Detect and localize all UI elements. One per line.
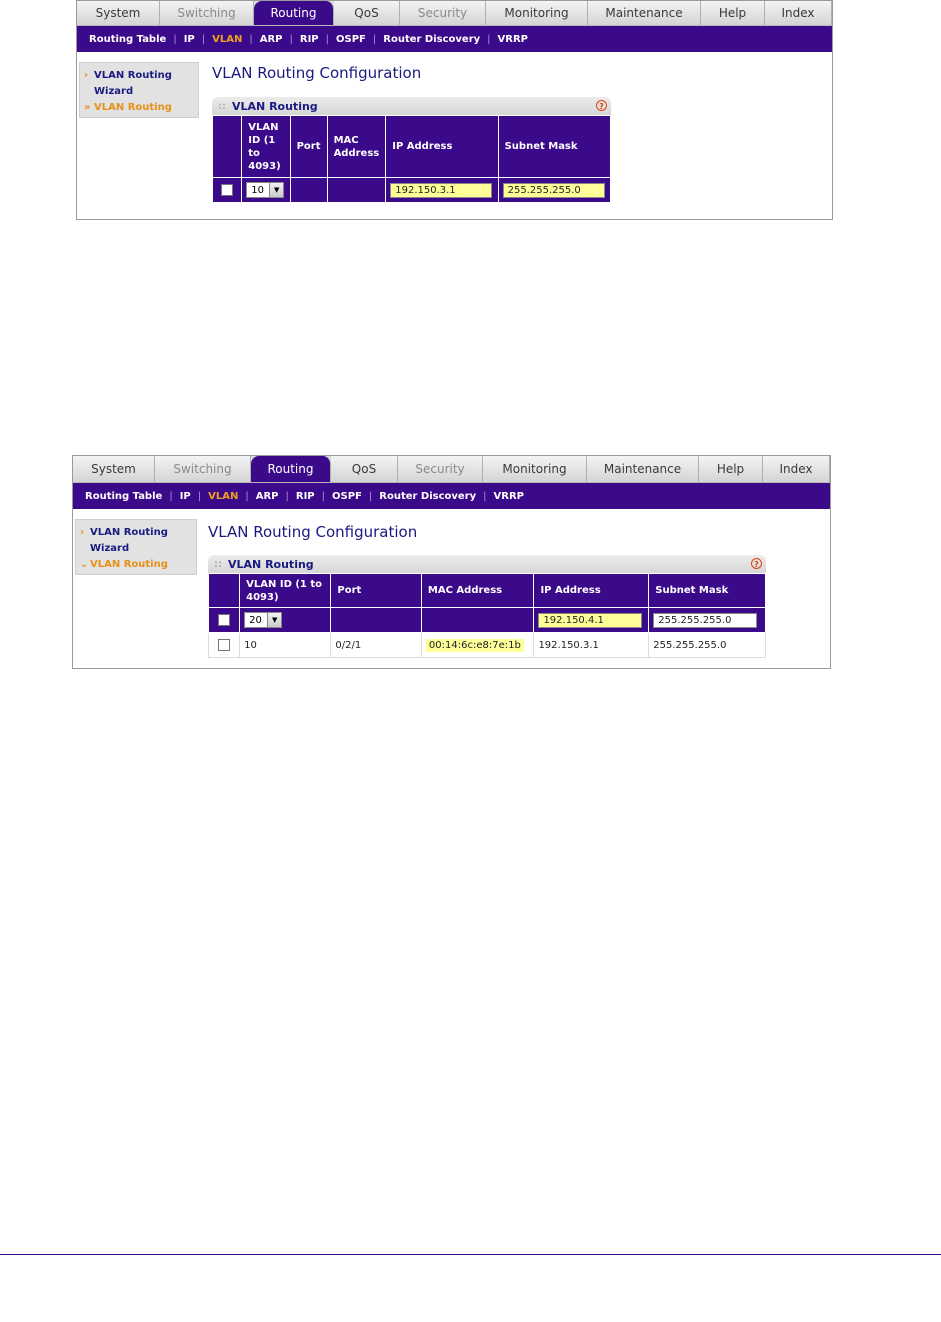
vlan-id-value: 20 bbox=[249, 614, 262, 626]
input-row bbox=[209, 608, 766, 633]
table-header-row bbox=[209, 574, 766, 608]
row-checkbox[interactable] bbox=[218, 639, 230, 651]
vlan-id-column-header: VLAN ID (1 to 4093) bbox=[240, 574, 331, 608]
tab-security[interactable]: Security bbox=[400, 1, 486, 25]
vlan-id-value: 10 bbox=[251, 184, 264, 196]
mac-cell bbox=[421, 608, 534, 633]
mac-cell bbox=[421, 633, 534, 658]
panel-title: VLAN Routing bbox=[228, 557, 314, 571]
vlan-id-select[interactable] bbox=[246, 182, 284, 198]
port-column-header: Port bbox=[290, 116, 327, 178]
main-tab-bar bbox=[73, 456, 830, 483]
mac-address-value: 00:14:6c:e8:7e:1b bbox=[426, 639, 524, 652]
sidebar bbox=[79, 62, 199, 118]
subnav-vrrp[interactable]: VRRP bbox=[497, 33, 529, 45]
screenshot-2 bbox=[72, 455, 831, 669]
tab-qos[interactable]: QoS bbox=[334, 1, 400, 25]
tab-security[interactable]: Security bbox=[398, 456, 483, 482]
vlan-routing-panel bbox=[212, 97, 611, 203]
panel-header bbox=[212, 97, 611, 115]
vlan-id-cell: 10 bbox=[240, 633, 331, 658]
sidebar-item-label: VLAN Routing Wizard bbox=[90, 527, 168, 554]
help-icon[interactable]: ? bbox=[596, 100, 607, 111]
drag-handle-icon: :: bbox=[218, 100, 226, 112]
ip-column-header: IP Address bbox=[534, 574, 649, 608]
table-header-row bbox=[213, 116, 611, 178]
subnav-arp[interactable]: ARP bbox=[255, 490, 279, 502]
subnav-rip[interactable]: RIP bbox=[299, 33, 319, 45]
port-cell bbox=[290, 178, 327, 203]
sidebar-item-label: VLAN Routing bbox=[94, 102, 172, 113]
tab-monitoring[interactable]: Monitoring bbox=[486, 1, 588, 25]
subnav-ip[interactable]: IP bbox=[183, 33, 195, 45]
ip-address-field[interactable]: 192.150.4.1 bbox=[538, 613, 642, 628]
footer-divider bbox=[0, 1254, 941, 1255]
sub-nav-bar: Routing Table | IP | VLAN | ARP | RIP | OSPF | Router Discovery | VRRP bbox=[73, 483, 830, 509]
tab-maintenance[interactable]: Maintenance bbox=[587, 456, 699, 482]
subnav-vlan[interactable]: VLAN bbox=[208, 490, 239, 502]
chevron-down-icon: ⌄ bbox=[80, 559, 89, 570]
sidebar-item-vlan-routing[interactable] bbox=[80, 557, 196, 573]
tab-index[interactable]: Index bbox=[765, 1, 832, 25]
table-row bbox=[209, 633, 766, 658]
mask-cell: 255.255.255.0 bbox=[649, 633, 766, 658]
help-icon[interactable]: ? bbox=[751, 558, 762, 569]
mac-cell bbox=[327, 178, 386, 203]
subnav-arp[interactable]: ARP bbox=[259, 33, 283, 45]
port-cell bbox=[331, 608, 422, 633]
panel-title: VLAN Routing bbox=[232, 99, 318, 113]
sidebar-item-vlan-routing-wizard[interactable] bbox=[84, 68, 198, 100]
tab-system[interactable]: System bbox=[77, 1, 160, 25]
sub-nav-bar: Routing Table | IP | VLAN | ARP | RIP | OSPF | Router Discovery | VRRP bbox=[77, 26, 832, 52]
subnav-ospf[interactable]: OSPF bbox=[332, 490, 362, 502]
sidebar-item-label: VLAN Routing bbox=[90, 559, 168, 570]
tab-switching[interactable]: Switching bbox=[160, 1, 254, 25]
subnav-router-discovery[interactable]: Router Discovery bbox=[379, 490, 477, 502]
arrow-icon: › bbox=[84, 70, 89, 81]
tab-maintenance[interactable]: Maintenance bbox=[588, 1, 701, 25]
port-column-header: Port bbox=[331, 574, 422, 608]
vlan-routing-table bbox=[212, 115, 611, 203]
subnav-routing-table[interactable]: Routing Table bbox=[89, 33, 167, 45]
tab-help[interactable]: Help bbox=[701, 1, 765, 25]
tab-switching[interactable]: Switching bbox=[155, 456, 251, 482]
vlan-id-select[interactable] bbox=[244, 612, 282, 628]
select-column-header bbox=[209, 574, 240, 608]
page-title: VLAN Routing Configuration bbox=[212, 64, 422, 82]
vlan-id-column-header: VLAN ID (1 to 4093) bbox=[242, 116, 290, 178]
mask-column-header: Subnet Mask bbox=[649, 574, 766, 608]
row-checkbox[interactable] bbox=[218, 614, 230, 626]
subnav-vlan[interactable]: VLAN bbox=[212, 33, 243, 45]
subnet-mask-field[interactable]: 255.255.255.0 bbox=[503, 183, 605, 198]
page-title: VLAN Routing Configuration bbox=[208, 523, 418, 541]
double-arrow-icon: » bbox=[84, 102, 91, 113]
tab-routing[interactable]: Routing bbox=[254, 1, 334, 25]
mac-column-header: MAC Address bbox=[327, 116, 386, 178]
tab-qos[interactable]: QoS bbox=[331, 456, 398, 482]
chevron-down-icon: ▼ bbox=[267, 613, 281, 627]
drag-handle-icon: :: bbox=[214, 558, 222, 570]
ip-cell: 192.150.3.1 bbox=[534, 633, 649, 658]
chevron-down-icon: ▼ bbox=[269, 183, 283, 197]
sidebar-item-vlan-routing[interactable] bbox=[84, 100, 198, 116]
vlan-routing-panel bbox=[208, 555, 766, 658]
panel-header bbox=[208, 555, 766, 573]
subnav-routing-table[interactable]: Routing Table bbox=[85, 490, 163, 502]
subnav-vrrp[interactable]: VRRP bbox=[493, 490, 525, 502]
screenshot-1 bbox=[76, 0, 833, 220]
subnav-router-discovery[interactable]: Router Discovery bbox=[383, 33, 481, 45]
ip-address-field[interactable]: 192.150.3.1 bbox=[390, 183, 492, 198]
mac-column-header: MAC Address bbox=[421, 574, 534, 608]
row-checkbox[interactable] bbox=[221, 184, 233, 196]
subnav-rip[interactable]: RIP bbox=[295, 490, 315, 502]
select-column-header bbox=[213, 116, 242, 178]
tab-system[interactable]: System bbox=[73, 456, 155, 482]
port-cell: 0/2/1 bbox=[331, 633, 422, 658]
sidebar-item-label: VLAN Routing Wizard bbox=[94, 70, 172, 97]
main-tab-bar bbox=[77, 1, 832, 26]
mask-column-header: Subnet Mask bbox=[498, 116, 610, 178]
ip-column-header: IP Address bbox=[386, 116, 498, 178]
input-row bbox=[213, 178, 611, 203]
subnav-ospf[interactable]: OSPF bbox=[336, 33, 366, 45]
arrow-icon: › bbox=[80, 527, 85, 538]
sidebar bbox=[75, 519, 197, 575]
vlan-routing-table bbox=[208, 573, 766, 658]
tab-routing[interactable]: Routing bbox=[251, 456, 331, 482]
sidebar-item-vlan-routing-wizard[interactable] bbox=[80, 525, 196, 557]
tab-index[interactable]: Index bbox=[763, 456, 830, 482]
subnet-mask-field[interactable]: 255.255.255.0 bbox=[653, 613, 757, 628]
tab-monitoring[interactable]: Monitoring bbox=[483, 456, 587, 482]
subnav-ip[interactable]: IP bbox=[179, 490, 191, 502]
tab-help[interactable]: Help bbox=[699, 456, 763, 482]
